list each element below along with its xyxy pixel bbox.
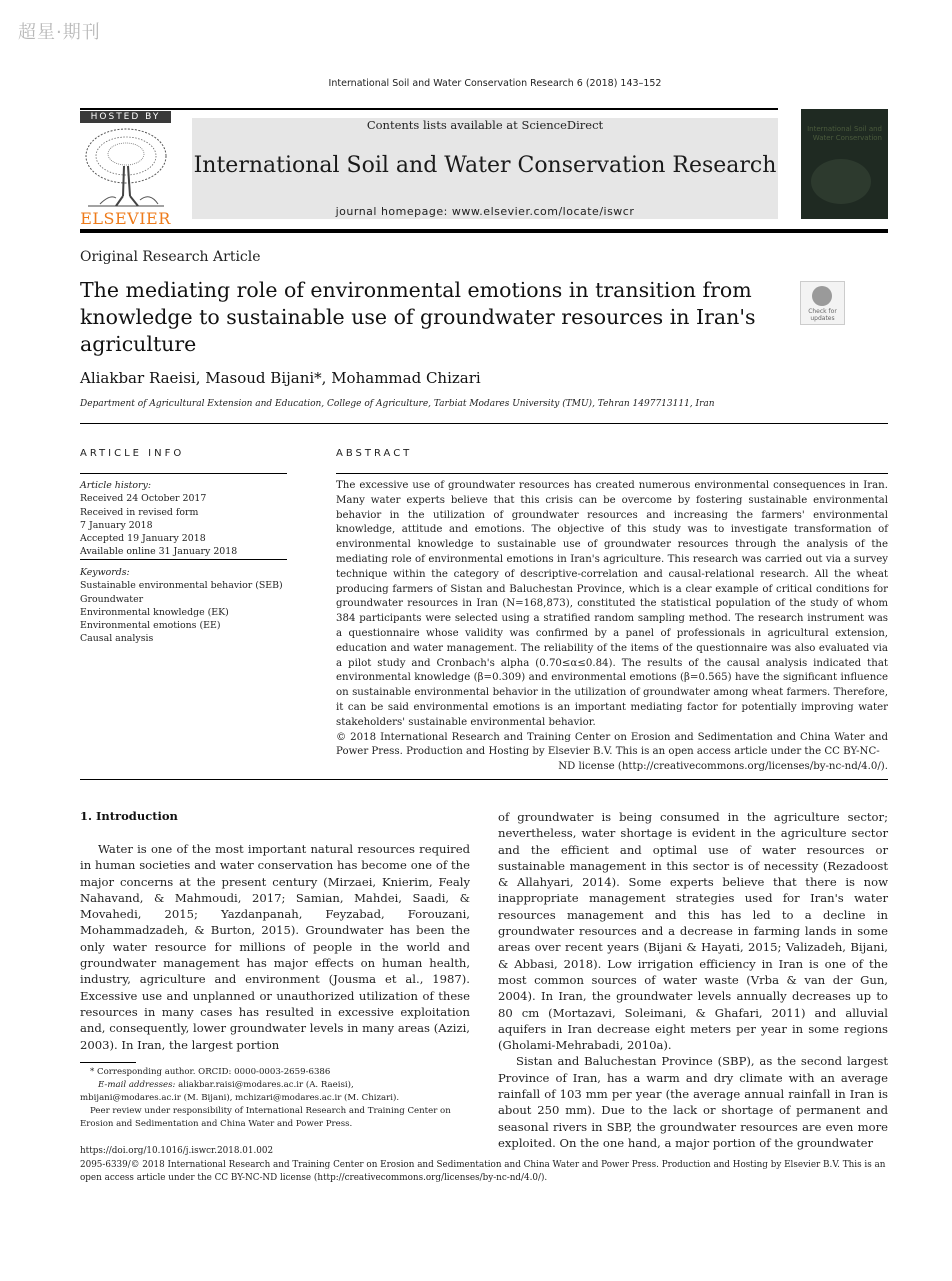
divider bbox=[80, 779, 888, 780]
article-history bbox=[80, 479, 287, 559]
article-title: The mediating role of environmental emotions in transition from knowledge to sustainable use of groundwater resources in Iran's agriculture bbox=[80, 278, 756, 356]
keyword: Groundwater bbox=[80, 593, 144, 605]
running-header: International Soil and Water Conservation Research 6 (2018) 143–152 bbox=[328, 78, 662, 89]
paragraph: Sistan and Baluchestan Province (SBP), as the second largest Province of Iran, has a warm and dry climate with an average rainfall of 103 mm per year (the average annual rainfall in Iran is about 250 mm). Due to the lack or shortage of permanent and seasonal rivers in SBP, the groundwater resources are even more exploited. On the one hand, a major portion of the groundwater bbox=[498, 1054, 888, 1150]
doi-link[interactable]: https://doi.org/10.1016/j.iswcr.2018.01.002 bbox=[80, 1146, 274, 1156]
section-heading-introduction: 1. Introduction bbox=[80, 809, 178, 823]
watermark: 超星·期刊 bbox=[18, 22, 101, 43]
keywords bbox=[80, 566, 287, 646]
crossmark-icon bbox=[812, 286, 832, 306]
journal-homepage-link[interactable]: journal homepage: www.elsevier.com/locate/iswcr bbox=[335, 205, 635, 218]
footnote-rule bbox=[80, 1062, 136, 1063]
paragraph: Water is one of the most important natural resources required in human societies and water conservation has become one of the major concerns at the present century (Mirzaei, Knierim, Fealy Nahavand, & Mahmoudi, 2017; Samian, Mahdei, Saadi, & Movahedi, 2015; Yazdanpanah, Feyzabad, Forouzani, Mohammadzadeh, & Burton, 2015). Groundwater has been the only water resource for millions of people in the world and groundwater management has major effects on human health, industry, agriculture and environment (Jousma et al., 1987). Excessive use and unplanned or unauthorized utilization of these resources in many cases has resulted in excessive exploitation and, consequently, lower groundwater levels in many areas (Azizi, 2003). In Iran, the largest portion bbox=[80, 842, 470, 1052]
divider bbox=[80, 559, 287, 560]
body-column-right bbox=[498, 809, 888, 1151]
keyword: Environmental emotions (EE) bbox=[80, 620, 221, 632]
hosted-by-label: HOSTED BY bbox=[80, 111, 171, 123]
elsevier-logo: ELSEVIER bbox=[80, 209, 171, 228]
keywords-label: Keywords: bbox=[80, 567, 130, 578]
journal-title: International Soil and Water Conservation Research bbox=[193, 153, 777, 178]
abstract-text: The excessive use of groundwater resources has created numerous environmental consequences in Iran. Many water experts believe that this crisis can be overcome by fostering sustainable environmental behavior in the utilization of groundwater resources and increasing the farmers' environmental knowledge, attitude and emotions. The objective of this study was to investigate transformation of environmental knowledge to sustainable use of groundwater resources through the analysis of the mediating role of environmental emotions in Iran's agriculture. This research was carried out via a survey technique within the category of descriptive-correlation and causal-relational research. All the wheat producing farmers of Sistan and Baluchestan Province, which is a clear example of critical conditions for groundwater resources in Iran (N=168,873), constituted the statistical population of the study of whom 384 participants were selected using a stratified random sampling method. The research instrument was a questionnaire whose validity was confirmed by a panel of professionals in agricultural extension, education and water management. The reliability of the items of the questionnaire was also evaluated via a pilot study and Cronbach's alpha (0.70≤α≤0.84). The results of the causal analysis indicated that environmental knowledge (β=0.309) and environmental emotions (β=0.565) have the significant influence on sustainable environmental behavior in the utilization of groundwater among wheat farmers. Therefore, it can be said environmental emotions is an important mediating factor for potentially improving water stakeholders' sustainable environmental behavior. bbox=[336, 480, 888, 728]
body-column-left bbox=[80, 841, 470, 1053]
authors: Aliakbar Raeisi, Masoud Bijani*, Mohammad Chizari bbox=[80, 369, 481, 387]
history-label: Article history: bbox=[80, 480, 151, 491]
banner-bottom-rule bbox=[80, 229, 888, 233]
keyword: Sustainable environmental behavior (SEB) bbox=[80, 580, 283, 592]
abstract-license-link[interactable]: ND license (http://creativecommons.org/licenses/by-nc-nd/4.0/). bbox=[558, 761, 888, 773]
divider bbox=[80, 423, 888, 424]
affiliation: Department of Agricultural Extension and Education, College of Agriculture, Tarbiat Modares University (TMU), Tehran 1497713111, Iran bbox=[80, 399, 715, 409]
history-item: Received in revised form bbox=[80, 506, 199, 518]
article-info-heading: ARTICLE INFO bbox=[80, 448, 185, 459]
history-item: Received 24 October 2017 bbox=[80, 493, 207, 505]
journal-cover bbox=[801, 109, 888, 219]
abstract-copyright: © 2018 International Research and Training Center on Erosion and Sedimentation and China Water and Power Press. Production and Hosting by Elsevier B.V. This is an open access article under the CC BY-NC- bbox=[336, 731, 888, 758]
check-for-updates-label: Check for updates bbox=[808, 308, 837, 322]
corresponding-author: * Corresponding author. ORCID: 0000-0003-2659-6386 bbox=[90, 1067, 331, 1077]
email-link[interactable]: aliakbar.raisi@modares.ac.ir (A. Raeisi), bbox=[175, 1080, 354, 1090]
email-link[interactable]: mbijani@modares.ac.ir (M. Bijani), mchizari@modares.ac.ir (M. Chizari). bbox=[80, 1093, 400, 1103]
divider bbox=[80, 473, 287, 474]
peer-review-note: Peer review under responsibility of International Research and Training Center on Erosion and Sedimentation and China Water and Power Press. bbox=[80, 1106, 451, 1129]
cover-image-icon bbox=[811, 159, 871, 204]
keyword: Causal analysis bbox=[80, 633, 154, 645]
keyword: Environmental knowledge (EK) bbox=[80, 606, 229, 618]
history-item: Available online 31 January 2018 bbox=[80, 546, 238, 558]
abstract-heading: ABSTRACT bbox=[336, 448, 413, 459]
abstract-body bbox=[336, 479, 888, 775]
contents-available: Contents lists available at ScienceDirect bbox=[366, 118, 604, 132]
elsevier-tree-logo-icon bbox=[80, 126, 171, 210]
paragraph: of groundwater is being consumed in the agriculture sector; nevertheless, water shortage is evident in the agriculture sector and the efficient and optimal use of water resources or sustainable management in this sector is of necessity (Rezadoost & Allahyari, 2014). Some experts believe that there is now inappropriate management strategies used for Iran's water resources management and this has led to a decline in groundwater resources and a decrease in farming lands in some areas over recent years (Bijani & Hayati, 2015; Valizadeh, Bijani, & Abbasi, 2018). Low irrigation efficiency in Iran is one of the most common sources of water waste (Vrba & van der Gun, 2004). In Iran, the groundwater levels annually decreases up to 80 cm (Mortazavi, Soleimani, & Ghafari, 2011) and alluvial aquifers in Iran decrease eight meters per year in some regions (Gholami-Mehrabadi, 2010a). bbox=[498, 810, 888, 1053]
history-item: 7 January 2018 bbox=[80, 519, 153, 531]
article-type: Original Research Article bbox=[80, 249, 261, 265]
check-for-updates-button[interactable] bbox=[800, 281, 845, 325]
divider bbox=[336, 473, 888, 474]
footnotes bbox=[80, 1066, 470, 1131]
email-label: E-mail addresses: bbox=[98, 1080, 176, 1090]
history-item: Accepted 19 January 2018 bbox=[80, 533, 206, 545]
header-rule bbox=[80, 108, 778, 110]
journal-cover-title: International Soil and Water Conservation bbox=[807, 125, 882, 142]
issn-copyright: 2095-6339/© 2018 International Research and Training Center on Erosion and Sedimentation and China Water and Power Press. Production and Hosting by Elsevier B.V. This is an open access article under the CC BY-NC-ND license (http://creativecommons.org/licenses/by-nc-nd/4.0/). bbox=[80, 1160, 886, 1183]
